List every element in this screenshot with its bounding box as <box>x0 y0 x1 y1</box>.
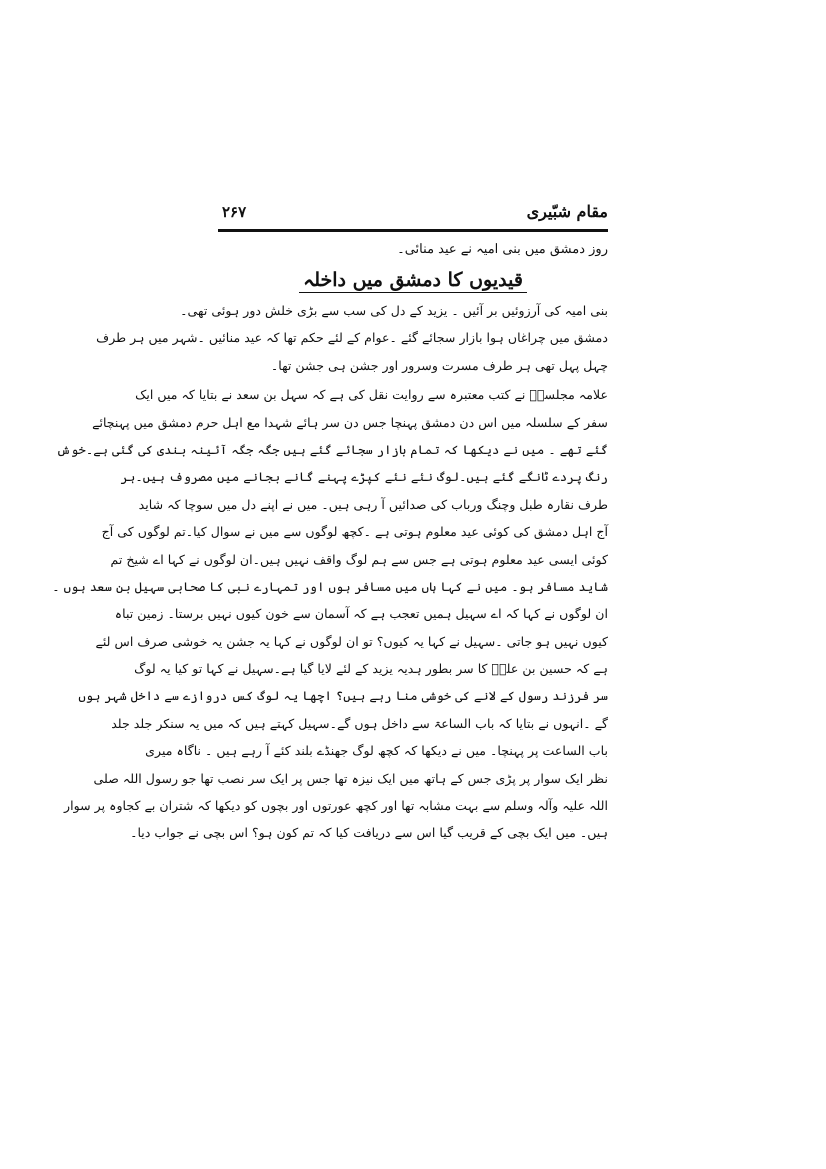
page-content <box>52 236 608 847</box>
section-heading <box>218 263 608 297</box>
text-line: کوئی ایسی عید معلوم ہوتی ہے جس سے ہم لوگ واقف نہیں ہیں۔ان لوگوں نے کہا اے شیخ تم <box>110 551 608 567</box>
paragraph-2 <box>52 381 608 847</box>
text-line: چہل پہل تھی ہر طرف مسرت وسرور اور جشن ہی جشن تھا۔ <box>270 357 608 373</box>
text-line: علامہ مجلسیؒ نے کتب معتبرہ سے روایت نقل کی ہے کہ سہل بن سعد نے بتایا کہ میں ایک <box>135 387 608 403</box>
text-line: آج اہل دمشق کی کوئی عید معلوم ہوتی ہے ۔کچھ لوگوں سے میں نے سوال کیا۔تم لوگوں کی آج <box>101 524 608 540</box>
text-line: بنی امیہ کی آرزوئیں بر آئیں ۔ یزید کے دل کی سب سے بڑی خلش دور ہوئی تھی۔ <box>180 303 608 318</box>
text-line: گئے تھے ۔ میں نے دیکھا کہ تمام بازار سجائے گئے ہیں جگہ جگہ آئینہ بندی کی گئی ہے۔خوش <box>56 441 608 457</box>
text-line: دمشق میں چراغاں ہوا بازار سجائے گئے ۔عوام کے لئے حکم تھا کہ عید منائیں ۔شہر میں ہر طرف <box>96 330 608 346</box>
book-title: مقام شبّیری <box>526 202 608 221</box>
text-line: رنگ پردے ٹانگے گئے ہیں۔لوگ نئے نئے کپڑے پہنے گانے بجانے میں مصروف ہیں۔ہر <box>120 469 608 485</box>
text-line: طرف نقارہ طبل وچنگ ورباب کی صدائیں آ رہی ہیں۔ میں نے اپنے دل میں سوچا کہ شاید <box>138 496 608 512</box>
text-line: شاید مسافر ہو۔ میں نے کہا ہاں میں مسافر ہوں اور تمہارے نبی کا صحابی سہیل بن سعد ہوں ۔ <box>52 578 608 594</box>
text-line: باب الساعت پر پہنچا۔ میں نے دیکھا کہ کچھ لوگ جھنڈے بلند کئے آ رہے ہیں ۔ ناگاہ میری <box>145 743 608 759</box>
text-line: گے ۔انہوں نے بتایا کہ باب الساعۃ سے داخل ہوں گے۔سہیل کہتے ہیں کہ میں یہ سنکر جلد جلد <box>111 715 608 731</box>
text-line: کیوں نہیں ہو جاتی ۔سہیل نے کہا یہ کیوں؟ تو ان لوگوں نے کہا یہ جشن یہ خوشی صرف اس لئے <box>95 633 608 649</box>
header-rule <box>218 229 608 232</box>
running-header <box>218 198 608 228</box>
text-line: نظر ایک سوار پر پڑی جس کے ہاتھ میں ایک نیزہ تھا جس پر ایک سر نصب تھا جو رسول اللہ صلی <box>93 770 608 786</box>
page-number: ۲۶۷ <box>222 203 247 221</box>
paragraph-1 <box>96 297 608 379</box>
text-line: ہیں۔ میں ایک بچی کے قریب گیا اس سے دریافت کیا کہ تم کون ہو؟ اس بچی نے جواب دیا۔ <box>130 825 608 841</box>
intro-line: روز دمشق میں بنی امیہ نے عید منائی۔ <box>397 242 608 257</box>
text-line: سر فرزند رسول کے لانے کی خوشی منا رہے ہیں؟ اچھا یہ لوگ کس دروازے سے داخل شہر ہوں <box>78 688 608 704</box>
text-line: ہے کہ حسین بن علیؑ کا سر بطور ہدیہ یزید کے لئے لایا گیا ہے۔سہیل نے کہا تو کیا یہ لوگ <box>134 661 608 677</box>
section-heading-text: قیدیوں کا دمشق میں داخلہ <box>299 269 527 293</box>
text-line: اللہ علیہ وآلہ وسلم سے بہت مشابہ تھا اور کچھ عورتوں اور بچوں کو دیکھا کہ شتران بے کجاوہ پر سوار <box>63 798 608 814</box>
text-line: ان لوگوں نے کہا کہ اے سہیل ہمیں تعجب ہے کہ آسمان سے خون کیوں نہیں برستا۔ زمین تباہ <box>114 606 608 622</box>
text-line: سفر کے سلسلہ میں اس دن دمشق پہنچا جس دن سر ہائے شہدا مع اہل حرم دمشق میں پہنچائے <box>92 414 608 430</box>
